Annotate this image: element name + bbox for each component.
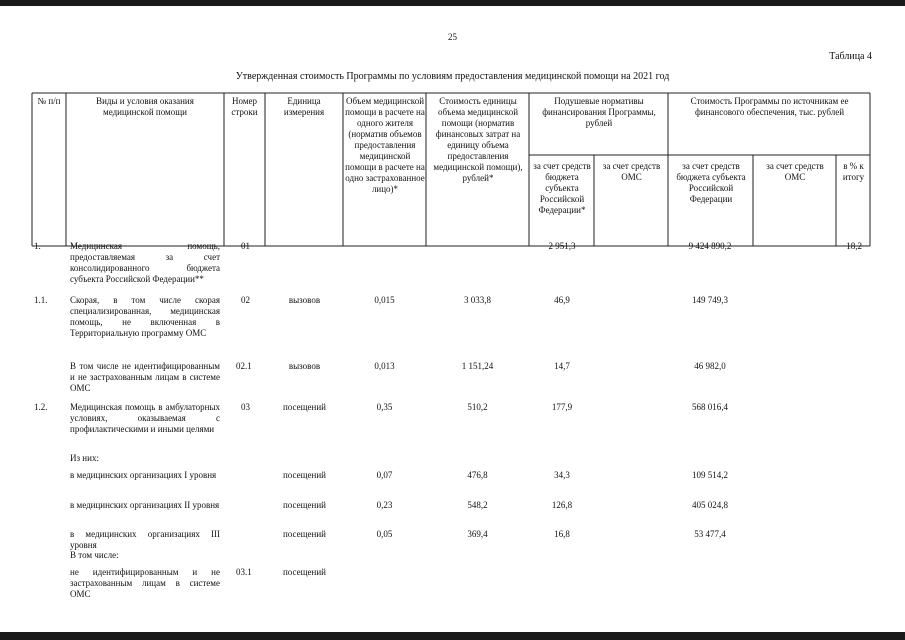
row-level-2-name: в медицинских организациях II уровня bbox=[70, 500, 220, 510]
row-level-1-volume: 0,07 bbox=[376, 470, 393, 480]
row-1-2-row-number: 03 bbox=[241, 402, 250, 412]
row-level-3-volume: 0,05 bbox=[376, 529, 393, 539]
bottom-scan-border bbox=[0, 632, 905, 640]
row-including-label: В том числе: bbox=[70, 550, 119, 560]
row-level-1-unit: посещений bbox=[282, 470, 326, 480]
row-1-2-unit: посещений bbox=[282, 402, 326, 412]
table-label: Таблица 4 bbox=[829, 51, 872, 62]
document-title: Утвержденная стоимость Программы по условиям предоставления медицинской помощи на 2021 год bbox=[235, 71, 670, 82]
row-1-2-name: Медицинская помощь в амбулаторных условиях, оказываемая с профилактическими и иными целями bbox=[70, 402, 220, 434]
page-number: 25 bbox=[448, 32, 457, 42]
row-1-2-sub-unit: посещений bbox=[282, 567, 326, 577]
row-1-1-cost: 3 033,8 bbox=[464, 295, 491, 305]
row-1-1-sub-cost: 1 151,24 bbox=[461, 361, 494, 371]
row-1-name: Медицинская помощь, предоставляемая за счет консолидированного бюджета субъекта Российской Федерации** bbox=[70, 241, 220, 284]
row-of-which-label: Из них: bbox=[70, 453, 99, 463]
row-1-2-per-capita-budget: 177,9 bbox=[551, 402, 573, 412]
row-1-2-sub-row-number: 03.1 bbox=[236, 567, 252, 577]
row-level-1-per-capita-budget: 34,3 bbox=[554, 470, 570, 480]
row-1-1-per-capita-budget: 46,9 bbox=[554, 295, 570, 305]
row-1-1-sub-unit: вызовов bbox=[288, 361, 321, 371]
row-1-num: 1. bbox=[34, 241, 41, 251]
row-1-2-num: 1.2. bbox=[34, 402, 48, 412]
header-per-capita: Подушевые нормативы финансирования Программы, рублей bbox=[542, 96, 656, 128]
row-1-1-volume: 0,015 bbox=[374, 295, 395, 305]
row-level-1-cost: 476,8 bbox=[467, 470, 488, 480]
row-1-total-percent: 18,2 bbox=[846, 241, 862, 251]
top-scan-border bbox=[0, 0, 905, 6]
row-level-2-volume: 0,23 bbox=[376, 500, 393, 510]
header-per-capita-budget: за счет средств бюджета субъекта Российской Федерации* bbox=[533, 161, 591, 215]
row-level-3-name: в медицинских организациях III уровня bbox=[70, 529, 220, 550]
row-1-1-total-budget: 149 749,3 bbox=[692, 295, 728, 305]
header-total: Стоимость Программы по источникам ее финансового обеспечения, тыс. рублей bbox=[690, 96, 849, 117]
header-cost: Стоимость единицы объема медицинской помощи (норматив финансовых затрат на единицу объема предоставления медицинской помощи), рублей* bbox=[433, 96, 523, 183]
row-1-1-sub-row-number: 02.1 bbox=[236, 361, 252, 371]
row-1-1-row-number: 02 bbox=[241, 295, 250, 305]
row-level-2-total-budget: 405 024,8 bbox=[692, 500, 728, 510]
row-level-1-name: в медицинских организациях I уровня bbox=[70, 470, 217, 480]
header-row-number: Номер строки bbox=[231, 96, 258, 117]
header-total-percent: в % к итогу bbox=[842, 161, 865, 182]
row-level-3-total-budget: 53 477,4 bbox=[694, 529, 726, 539]
row-1-1-num: 1.1. bbox=[34, 295, 48, 305]
row-1-1-unit: вызовов bbox=[288, 295, 321, 305]
row-1-2-volume: 0,35 bbox=[376, 402, 393, 412]
row-1-1-sub-per-capita-budget: 14,7 bbox=[554, 361, 570, 371]
row-level-2-unit: посещений bbox=[282, 500, 326, 510]
header-per-capita-oms: за счет средств ОМС bbox=[602, 161, 661, 182]
header-total-budget: за счет средств бюджета субъекта Российской Федерации bbox=[676, 161, 746, 204]
header-volume: Объем медицинской помощи в расчете на одного жителя (норматив объемов предоставления медицинской помощи в расчете на одно застрахованное лицо)* bbox=[345, 96, 425, 194]
row-level-2-cost: 548,2 bbox=[467, 500, 488, 510]
row-level-2-per-capita-budget: 126,8 bbox=[551, 500, 573, 510]
row-1-1-sub-volume: 0,013 bbox=[374, 361, 395, 371]
row-1-row-number: 01 bbox=[241, 241, 250, 251]
row-1-1-name: Скорая, в том числе скорая специализированная, медицинская помощь, не включенная в Территориальную программу ОМС bbox=[70, 295, 220, 338]
row-1-2-total-budget: 568 016,4 bbox=[692, 402, 728, 412]
row-1-total-budget: 9 424 890,2 bbox=[688, 241, 732, 251]
header-total-oms: за счет средств ОМС bbox=[766, 161, 824, 182]
row-1-2-sub-name: не идентифицированным и не застрахованным лицам в системе ОМС bbox=[70, 567, 220, 599]
row-1-1-sub-name: В том числе не идентифицированным и не застрахованным лицам в системе ОМС bbox=[70, 361, 220, 393]
row-level-3-cost: 369,4 bbox=[467, 529, 488, 539]
row-1-per-capita-budget: 2 951,3 bbox=[548, 241, 576, 251]
row-level-3-per-capita-budget: 16,8 bbox=[554, 529, 570, 539]
header-types: Виды и условия оказания медицинской помощи bbox=[96, 96, 194, 117]
row-level-3-unit: посещений bbox=[282, 529, 326, 539]
header-unit: Единица измерения bbox=[283, 96, 325, 117]
row-1-2-cost: 510,2 bbox=[467, 402, 488, 412]
row-level-1-total-budget: 109 514,2 bbox=[692, 470, 728, 480]
row-1-1-sub-total-budget: 46 982,0 bbox=[694, 361, 726, 371]
header-num: № п/п bbox=[37, 96, 61, 106]
